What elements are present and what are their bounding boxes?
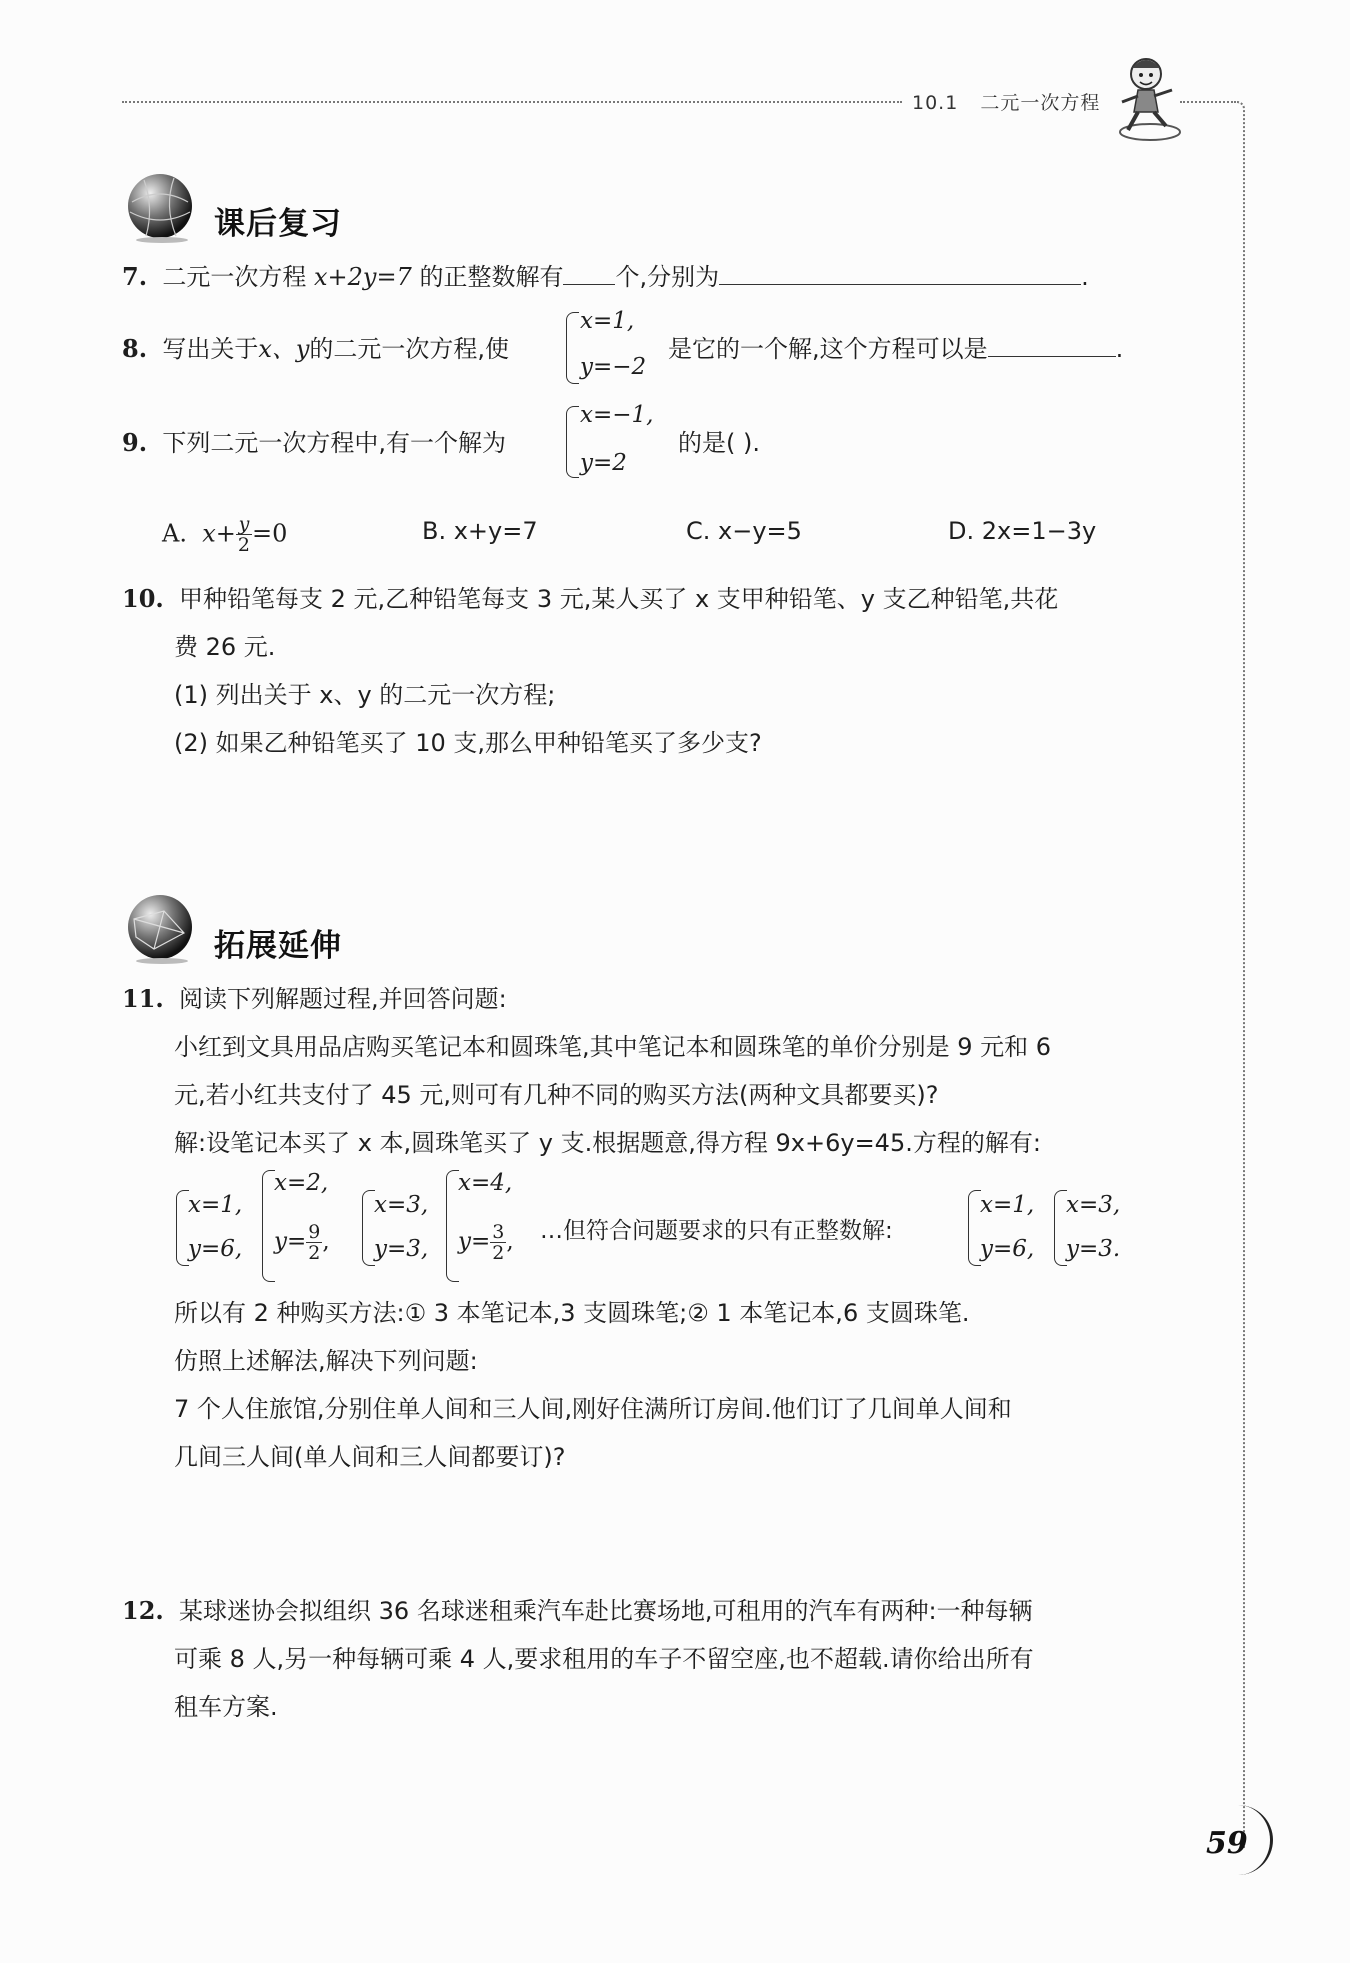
question-9-cont: 的是( ). <box>678 429 760 457</box>
option-b[interactable]: B. x+y=7 <box>422 517 538 545</box>
question-12-line3: 租车方案. <box>174 1693 278 1721</box>
solution-system: x=1, y=6, <box>968 1180 1048 1270</box>
question-8: 8. 写出关于x、y的二元一次方程,使 <box>122 334 510 363</box>
question-10-part1: (1) 列出关于 x、y 的二元一次方程; <box>174 681 556 709</box>
question-10-line2: 费 26 元. <box>174 633 276 661</box>
question-10: 10. 甲种铅笔每支 2 元,乙种铅笔每支 3 元,某人买了 x 支甲种铅笔、y 支乙种铅笔,共花 <box>122 584 1059 613</box>
equation-system: x=−1, y=2 <box>566 400 676 482</box>
question-12: 12. 某球迷协会拟组织 36 名球迷租乘汽车赴比赛场地,可租用的汽车有两种:一种每辆 <box>122 1596 1033 1625</box>
solution-system: x=1, y=6, <box>176 1180 266 1270</box>
solution-system: x=3, y=3. <box>1054 1180 1134 1270</box>
question-7: 7. 二元一次方程 x+2y=7 的正整数解有 个,分别为 . <box>122 262 1089 291</box>
cartoon-boy-mascot-icon <box>1110 52 1186 144</box>
q11-paragraph: 解:设笔记本买了 x 本,圆珠笔买了 y 支.根据题意,得方程 9x+6y=45.方程的解有: <box>174 1129 1041 1157</box>
header-dotted-rule-right <box>1180 101 1236 103</box>
q11-paragraph: 小红到文具用品店购买笔记本和圆珠笔,其中笔记本和圆珠笔的单价分别是 9 元和 6 <box>174 1033 1052 1061</box>
answer-blank[interactable] <box>719 262 1081 285</box>
answer-blank[interactable] <box>563 262 615 285</box>
section-heading-extension: 拓展延伸 <box>214 928 342 964</box>
q11-paragraph: 几间三人间(单人间和三人间都要订)? <box>174 1443 566 1471</box>
question-10-part2: (2) 如果乙种铅笔买了 10 支,那么甲种铅笔买了多少支? <box>174 729 762 757</box>
option-c[interactable]: C. x−y=5 <box>686 517 802 545</box>
q11-paragraph: 7 个人住旅馆,分别住单人间和三人间,刚好住满所订房间.他们订了几间单人间和 <box>174 1395 1012 1423</box>
answer-blank[interactable] <box>988 334 1116 357</box>
running-header <box>912 88 1100 115</box>
question-8-cont: 是它的一个解,这个方程可以是 . <box>668 335 1124 363</box>
equation-system: x=1, y=−2 <box>566 306 676 386</box>
solution-system: x=2, y= $\frac{9}{2}$ , <box>262 1166 362 1286</box>
question-11: 11. 阅读下列解题过程,并回答问题: <box>122 984 507 1013</box>
solution-system: x=4, y= $\frac{3}{2}$ , <box>446 1166 546 1286</box>
right-dotted-border <box>1237 101 1245 1848</box>
question-12-line2: 可乘 8 人,另一种每辆可乘 4 人,要求租用的车子不留空座,也不超载.请你给出所有 <box>174 1645 1034 1673</box>
solution-system: x=3, y=3, <box>362 1180 452 1270</box>
section-title: 二元一次方程 <box>980 92 1101 114</box>
q11-paragraph: 所以有 2 种购买方法:① 3 本笔记本,3 支圆珠笔;② 1 本笔记本,6 支圆珠笔. <box>174 1299 970 1327</box>
q11-paragraph: 仿照上述解法,解决下列问题: <box>174 1347 478 1375</box>
network-ball-icon <box>124 893 196 965</box>
page-number: 59 <box>1206 1826 1248 1861</box>
header-dotted-rule <box>122 101 902 103</box>
q11-middle-text: …但符合问题要求的只有正整数解: <box>540 1218 893 1244</box>
section-number: 10.1 <box>912 92 959 114</box>
option-a[interactable]: A. x+ $\frac{y}{2}$ =0 <box>162 513 288 556</box>
globe-ball-icon <box>124 172 196 244</box>
question-9: 9. 下列二元一次方程中,有一个解为 <box>122 428 506 457</box>
section-heading-review: 课后复习 <box>214 206 342 242</box>
option-d[interactable]: D. 2x=1−3y <box>948 517 1097 545</box>
q11-paragraph: 元,若小红共支付了 45 元,则可有几种不同的购买方法(两种文具都要买)? <box>174 1081 939 1109</box>
